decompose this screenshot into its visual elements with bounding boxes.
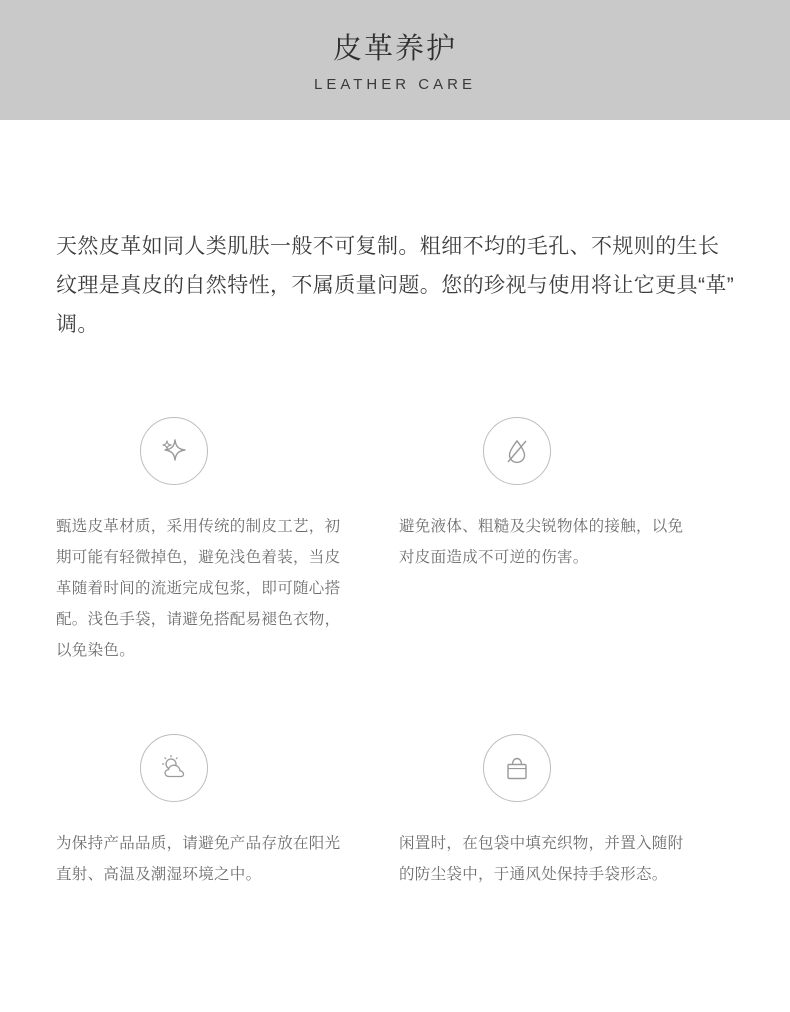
care-item-storage-environment bbox=[56, 734, 399, 890]
care-item-text: 闲置时，在包袋中填充织物，并置入随附的防尘袋中，于通风处保持手袋形态。 bbox=[399, 834, 684, 883]
page-title-en: LEATHER CARE bbox=[314, 75, 476, 93]
page-header bbox=[0, 0, 790, 120]
sparkle-icon bbox=[140, 417, 208, 485]
care-instructions-grid bbox=[0, 417, 790, 890]
care-item-material bbox=[56, 417, 399, 666]
intro-paragraph: 天然皮革如同人类肌肤一般不可复制。粗细不均的毛孔、不规则的生长纹理是真皮的自然特性，不属质量问题。您的珍视与使用将让它更具“革”调。 bbox=[56, 235, 735, 336]
care-item-liquid bbox=[399, 417, 742, 666]
sun-cloud-icon bbox=[140, 734, 208, 802]
care-item-text: 甄选皮革材质，采用传统的制皮工艺，初期可能有轻微掉色，避免浅色着装，当皮革随着时间的流逝完成包浆，即可随心搭配。浅色手袋，请避免搭配易褪色衣物，以免染色。 bbox=[56, 517, 341, 659]
no-water-drop-icon bbox=[483, 417, 551, 485]
care-item-text: 为保持产品品质，请避免产品存放在阳光直射、高温及潮湿环境之中。 bbox=[56, 834, 341, 883]
page-title-cn: 皮革养护 bbox=[332, 33, 457, 66]
handbag-icon bbox=[483, 734, 551, 802]
care-item-idle-storage bbox=[399, 734, 742, 890]
care-item-text: 避免液体、粗糙及尖锐物体的接触，以免对皮面造成不可逆的伤害。 bbox=[399, 517, 684, 566]
